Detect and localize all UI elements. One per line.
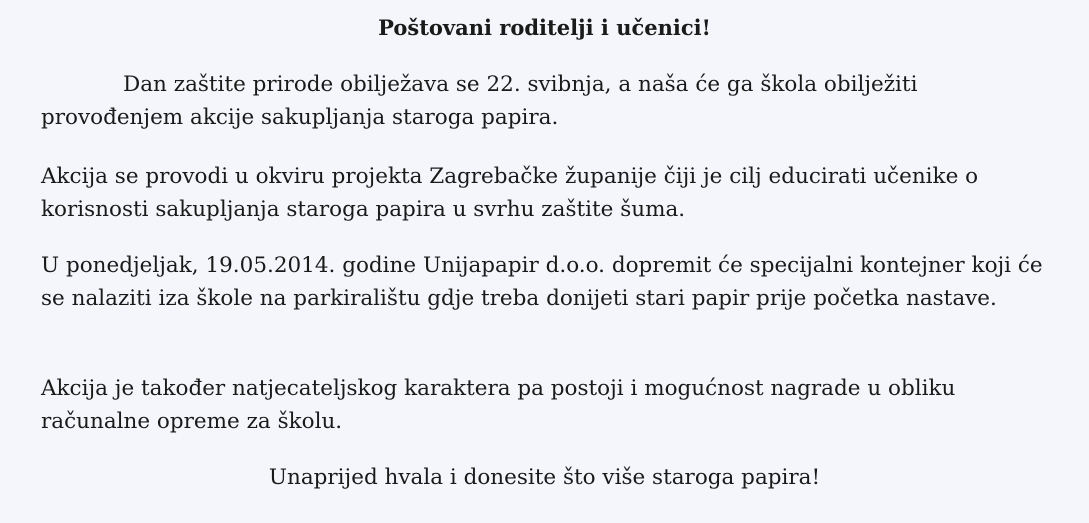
paragraph-project: Akcija se provodi u okviru projekta Zagrebačke županije čiji je cilj educirati učenike o korisnosti sakupljanja staroga papira u svrhu zaštite šuma. (41, 164, 979, 222)
paragraph-container: U ponedjeljak, 19.05.2014. godine Unijapapir d.o.o. dopremit će specijalni kontejner koji će se nalaziti iza škole na parkiralištu gdje treba donijeti stari papir prije početka nastave. (41, 253, 1043, 311)
closing-line: Unaprijed hvala i donesite što više staroga papira! (268, 465, 821, 490)
paragraph-competition: Akcija je također natjecateljskog karaktera pa postoji i mogućnost nagrade u obliku računalne opreme za školu. (41, 376, 956, 434)
paragraph-intro: Dan zaštite prirode obilježava se 22. svibnja, a naša će ga škola obilježiti provođenjem akcije sakupljanja staroga papira. (41, 72, 918, 130)
notice-title: Poštovani roditelji i učenici! (378, 15, 711, 40)
